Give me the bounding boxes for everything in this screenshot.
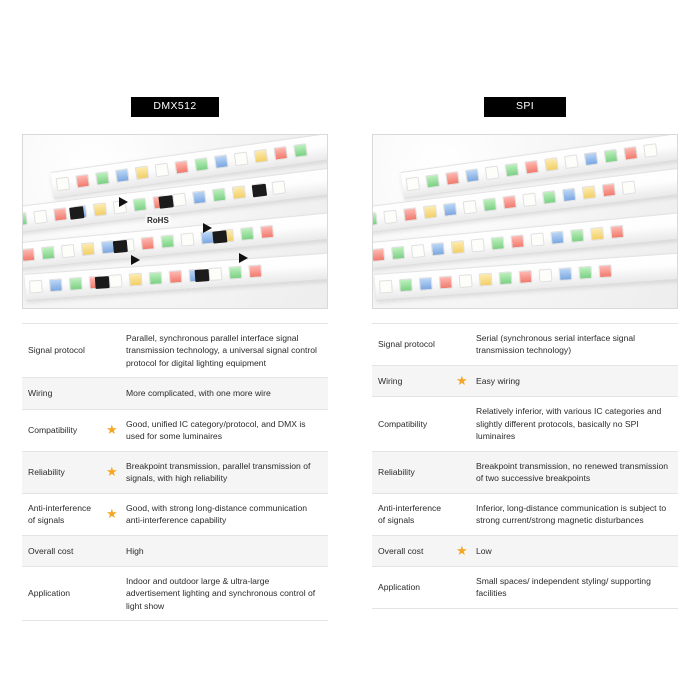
- row-value: Breakpoint transmission, parallel transmission of signals, with high reliability: [120, 451, 328, 493]
- led-chip: [240, 227, 254, 241]
- led-chip: [522, 193, 536, 207]
- led-chip: [234, 152, 249, 167]
- led-chip: [372, 248, 385, 262]
- led-chip: [115, 168, 130, 183]
- row-star: [450, 566, 470, 608]
- row-star: [100, 378, 120, 409]
- led-chip: [75, 174, 90, 189]
- led-chip: [109, 274, 123, 288]
- led-chip: [411, 244, 425, 258]
- led-chip: [419, 277, 433, 291]
- led-chip: [463, 200, 477, 214]
- row-value: Small spaces/ independent styling/ supporting facilities: [470, 566, 678, 608]
- driver-ic-chip: [69, 206, 84, 220]
- arrow-icon: [203, 223, 212, 233]
- led-chip: [443, 202, 457, 216]
- row-value: More complicated, with one more wire: [120, 378, 328, 409]
- table-row: [22, 378, 328, 409]
- row-value: Serial (synchronous serial interface signal transmission technology): [470, 324, 678, 366]
- led-chip: [194, 157, 209, 172]
- led-chip: [439, 276, 453, 290]
- led-chip: [81, 242, 95, 256]
- led-chip: [425, 174, 440, 189]
- led-chip: [133, 197, 147, 211]
- led-chip: [372, 212, 378, 226]
- row-label: Application: [372, 566, 450, 608]
- row-value: Low: [470, 535, 678, 566]
- dmx512-led-strip-photo: [22, 134, 328, 309]
- driver-ic-chip: [212, 230, 227, 243]
- led-chip: [155, 163, 170, 178]
- row-star: [100, 566, 120, 620]
- row-label: Compatibility: [22, 409, 100, 451]
- spec-table-spi: [372, 323, 678, 609]
- row-label: Signal protocol: [22, 324, 100, 378]
- led-chip: [61, 244, 75, 258]
- row-star: [100, 324, 120, 378]
- led-chip: [254, 149, 269, 164]
- star-icon: ★: [106, 422, 118, 438]
- row-value: Parallel, synchronous parallel interface signal transmission technology, a universal signal control protocol for digital lighting equipment: [120, 324, 328, 378]
- led-chip: [271, 180, 285, 194]
- led-chip: [169, 270, 183, 284]
- led-chip: [174, 160, 189, 175]
- led-chip: [510, 234, 524, 248]
- led-chip: [260, 225, 274, 239]
- table-row: [22, 324, 328, 378]
- led-chip: [550, 231, 564, 245]
- table-row: [22, 451, 328, 493]
- led-chip: [502, 195, 516, 209]
- led-chip: [208, 267, 222, 281]
- row-label: Wiring: [372, 365, 450, 396]
- row-label: Signal protocol: [372, 324, 450, 366]
- led-chip: [465, 168, 480, 183]
- led-chip: [49, 278, 63, 292]
- arrow-icon: [131, 255, 140, 265]
- row-label: Reliability: [372, 451, 450, 493]
- comparison-columns: [0, 96, 700, 621]
- row-label: Compatibility: [372, 397, 450, 451]
- table-row: [372, 397, 678, 451]
- led-chip: [214, 154, 229, 169]
- row-value: Indoor and outdoor large & ultra-large advertisement lighting and synchronous control of light show: [120, 566, 328, 620]
- row-label: Anti-interference of signals: [22, 493, 100, 535]
- led-chip: [539, 269, 553, 283]
- led-chip: [22, 248, 35, 262]
- led-chip: [623, 146, 638, 161]
- led-chip: [604, 149, 619, 164]
- tag-row-spi: [372, 96, 678, 118]
- led-chip: [22, 212, 28, 226]
- row-value: Inferior, long-distance communication is subject to strong current/strong magnetic disturbances: [470, 493, 678, 535]
- spi-led-strip-photo: [372, 134, 678, 309]
- led-chip: [135, 165, 150, 180]
- row-star: [450, 397, 470, 451]
- row-star: [450, 365, 470, 396]
- table-row: [372, 535, 678, 566]
- row-value: Relatively inferior, with various IC categories and slightly different protocols, basically no SPI luminaires: [470, 397, 678, 451]
- arrow-icon: [119, 197, 128, 207]
- driver-ic-chip: [195, 269, 210, 282]
- row-label: Wiring: [22, 378, 100, 409]
- led-chip: [610, 225, 624, 239]
- star-icon: ★: [456, 542, 468, 558]
- driver-ic-chip: [113, 240, 128, 253]
- led-chip: [598, 264, 612, 278]
- led-chip: [293, 143, 308, 158]
- table-row: [372, 493, 678, 535]
- row-star: [100, 451, 120, 493]
- rohs-badge: RoHS: [147, 216, 169, 225]
- led-chip: [483, 197, 497, 211]
- table-row: [372, 566, 678, 608]
- led-chip: [248, 264, 262, 278]
- led-chip: [95, 171, 110, 186]
- led-chip: [602, 183, 616, 197]
- table-row: [22, 409, 328, 451]
- led-chip: [399, 278, 413, 292]
- spec-table-dmx512: [22, 323, 328, 621]
- row-label: Anti-interference of signals: [372, 493, 450, 535]
- led-chip: [584, 152, 599, 167]
- led-chip: [524, 160, 539, 175]
- led-chip: [391, 246, 405, 260]
- star-icon: ★: [106, 463, 118, 479]
- led-chip: [69, 277, 83, 291]
- column-dmx512: [0, 96, 350, 621]
- row-star: [450, 535, 470, 566]
- led-chip: [180, 232, 194, 246]
- driver-ic-chip: [95, 276, 110, 289]
- row-label: Application: [22, 566, 100, 620]
- table-row: [372, 365, 678, 396]
- led-chip: [403, 207, 417, 221]
- table-row: [372, 324, 678, 366]
- row-star: [450, 493, 470, 535]
- tag-label-spi: SPI: [484, 97, 566, 117]
- row-value: Good, with strong long-distance communication anti-interference capability: [120, 493, 328, 535]
- column-spi: [350, 96, 700, 621]
- led-chip: [558, 267, 572, 281]
- star-icon: ★: [106, 505, 118, 521]
- row-star: [100, 535, 120, 566]
- row-value: Breakpoint transmission, no renewed transmission of two successive breakpoints: [470, 451, 678, 493]
- table-row: [22, 493, 328, 535]
- led-chip: [491, 236, 505, 250]
- led-chip: [564, 154, 579, 169]
- table-row: [22, 535, 328, 566]
- led-chip: [621, 180, 635, 194]
- led-chip: [451, 240, 465, 254]
- led-chip: [479, 273, 493, 287]
- led-chip: [530, 232, 544, 246]
- led-chip: [141, 236, 155, 250]
- led-chip: [582, 185, 596, 199]
- led-chip: [643, 143, 658, 158]
- led-chip: [406, 177, 421, 192]
- led-chip: [505, 163, 520, 178]
- led-chip: [93, 202, 107, 216]
- led-chip: [570, 229, 584, 243]
- row-star: [450, 324, 470, 366]
- tag-row-dmx512: [22, 96, 328, 118]
- led-chip: [562, 188, 576, 202]
- row-label: Reliability: [22, 451, 100, 493]
- led-chip: [544, 157, 559, 172]
- led-chip: [590, 227, 604, 241]
- led-chip: [485, 165, 500, 180]
- led-chip: [542, 190, 556, 204]
- arrow-icon: [239, 253, 248, 263]
- table-row: [372, 451, 678, 493]
- led-chip: [379, 280, 393, 294]
- led-chip: [471, 238, 485, 252]
- led-chip: [423, 205, 437, 219]
- star-icon: ★: [456, 372, 468, 388]
- led-chip: [29, 280, 43, 294]
- led-chip: [56, 177, 71, 192]
- led-chip: [578, 266, 592, 280]
- led-chip: [33, 210, 47, 224]
- driver-ic-chip: [158, 195, 173, 209]
- table-row: [22, 566, 328, 620]
- led-chip: [212, 188, 226, 202]
- led-chip: [149, 271, 163, 285]
- led-chip: [129, 273, 143, 287]
- row-star: [100, 493, 120, 535]
- led-chip: [273, 146, 288, 161]
- row-star: [100, 409, 120, 451]
- row-value: High: [120, 535, 328, 566]
- row-value: Easy wiring: [470, 365, 678, 396]
- led-chip: [160, 234, 174, 248]
- led-chip: [192, 190, 206, 204]
- led-chip: [228, 266, 242, 280]
- row-label: Overall cost: [372, 535, 450, 566]
- led-chip: [41, 246, 55, 260]
- led-chip: [383, 210, 397, 224]
- led-chip: [431, 242, 445, 256]
- tag-label-dmx512: DMX512: [131, 97, 218, 117]
- led-chip: [459, 274, 473, 288]
- led-chip: [53, 207, 67, 221]
- led-chip: [172, 193, 186, 207]
- row-value: Good, unified IC category/protocol, and DMX is used for some luminaires: [120, 409, 328, 451]
- row-star: [450, 451, 470, 493]
- led-chip: [232, 185, 246, 199]
- led-chip: [519, 270, 533, 284]
- led-chip: [499, 271, 513, 285]
- row-label: Overall cost: [22, 535, 100, 566]
- led-chip: [445, 171, 460, 186]
- driver-ic-chip: [252, 184, 267, 198]
